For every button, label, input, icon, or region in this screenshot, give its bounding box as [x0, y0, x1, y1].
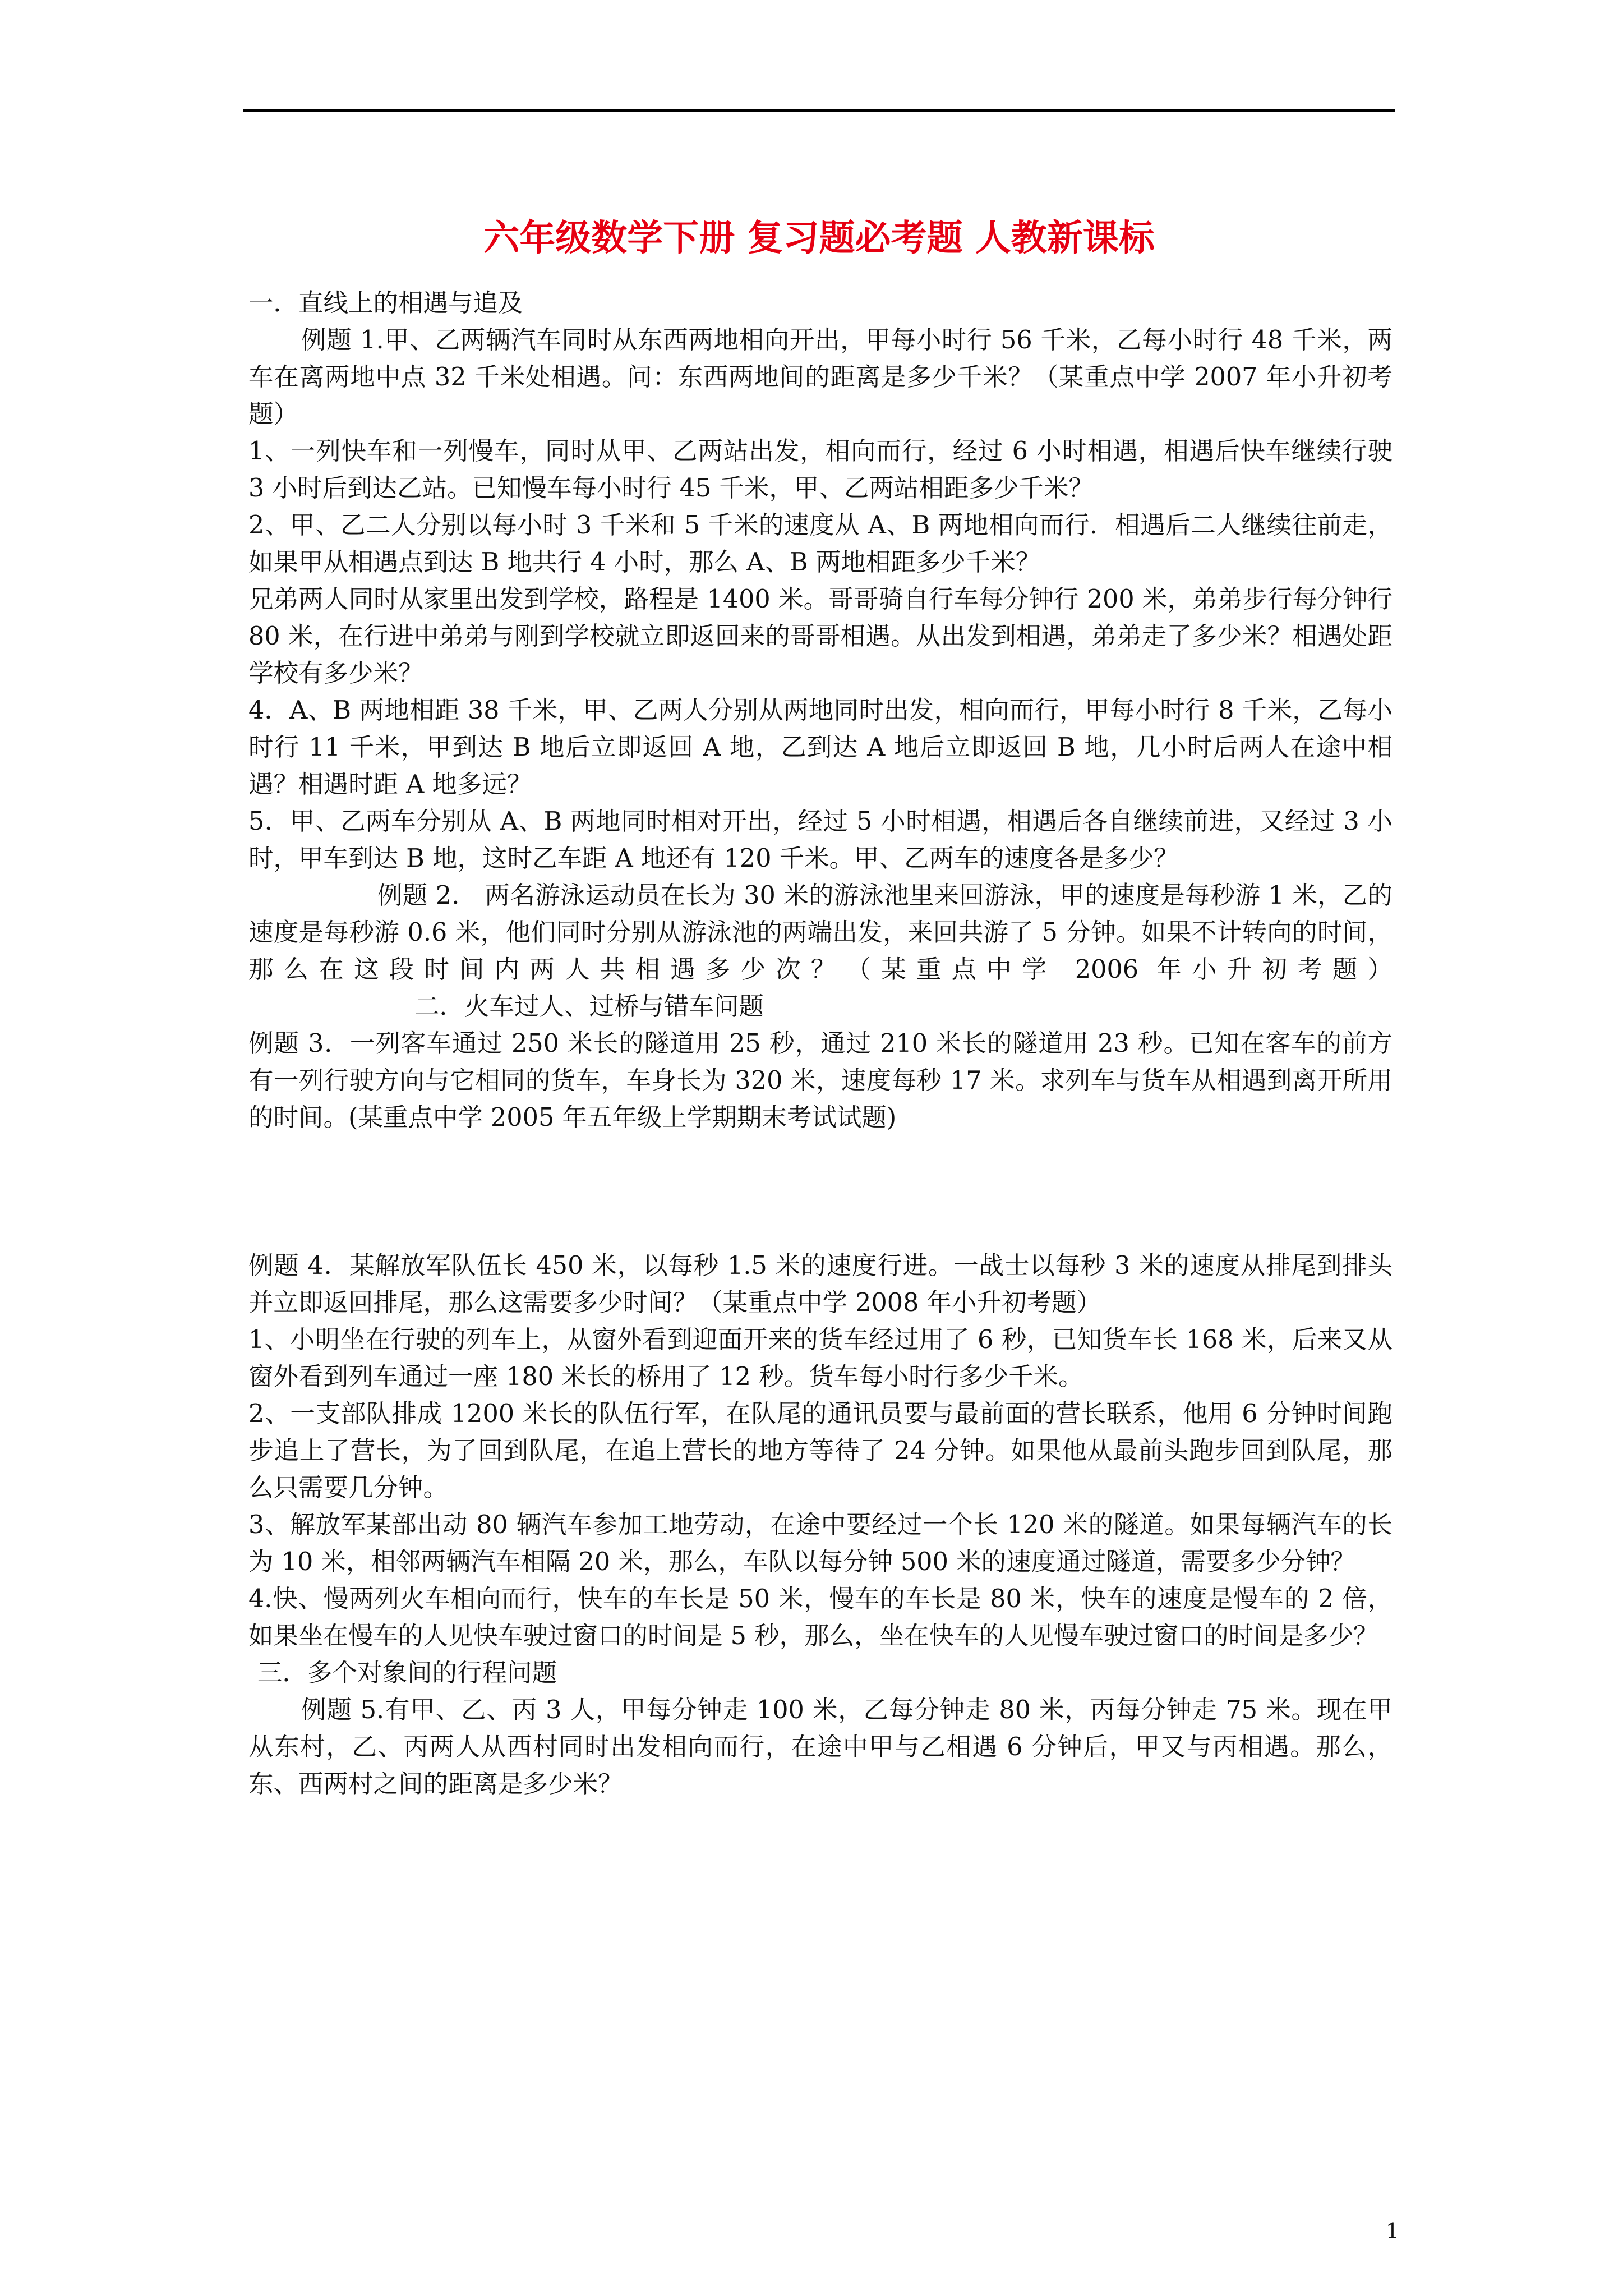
example-4: 例题 4．某解放军队伍长 450 米，以每秒 1.5 米的速度行进。一战士以每秒 3 米的速度从排尾到排头并立即返回排尾，那么这需要多少时间？（某重点中学 2008 年小升初考题）	[248, 1251, 1393, 1317]
page-number: 1	[1385, 2219, 1399, 2243]
question-1-3: 兄弟两人同时从家里出发到学校，路程是 1400 米。哥哥骑自行车每分钟行 200 米，弟弟步行每分钟行 80 米，在行进中弟弟与刚到学校就立即返回来的哥哥相遇。从出发到相遇，弟弟走了多少米？相遇处距学校有多少米？	[248, 585, 1393, 688]
example-1: 例题 1.甲、乙两辆汽车同时从东西两地相向开出，甲每小时行 56 千米，乙每小时行 48 千米，两车在离两地中点 32 千米处相遇。问：东西两地间的距离是多少千米？（某重点中学 2007 年小升初考题）	[248, 326, 1393, 429]
question-1-5: 5．甲、乙两车分别从 A、B 两地同时相对开出，经过 5 小时相遇，相遇后各自继续前进，又经过 3 小时，甲车到达 B 地，这时乙车距 A 地还有 120 千米。甲、乙两车的速度各是多少？	[248, 807, 1393, 873]
question-1-2: 2、甲、乙二人分别以每小时 3 千米和 5 千米的速度从 A、B 两地相向而行．相遇后二人继续往前走，如果甲从相遇点到达 B 地共行 4 小时，那么 A、B 两地相距多少千米？	[248, 511, 1393, 577]
question-1-1: 1、一列快车和一列慢车，同时从甲、乙两站出发，相向而行，经过 6 小时相遇，相遇后快车继续行驶 3 小时后到达乙站。已知慢车每小时行 45 千米，甲、乙两站相距多少千米？	[248, 437, 1393, 503]
example-3: 例题 3．一列客车通过 250 米长的隧道用 25 秒，通过 210 米长的隧道用 23 秒。已知在客车的前方有一列行驶方向与它相同的货车，车身长为 320 米，速度每秒 17 米。求列车与货车从相遇到离开所用的时间。(某重点中学 2005 年五年级上学期期末考试试题)	[248, 1029, 1393, 1132]
question-2-1: 1、小明坐在行驶的列车上，从窗外看到迎面开来的货车经过用了 6 秒，已知货车长 168 米，后来又从窗外看到列车通过一座 180 米长的桥用了 12 秒。货车每小时行多少千米。	[248, 1326, 1393, 1391]
section-heading-3: 三．多个对象间的行程问题	[257, 1659, 557, 1687]
example-2-text: 例题 2． 两名游泳运动员在长为 30 米的游泳池里来回游泳，甲的速度是每秒游 1 米，乙的速度是每秒游 0.6 米，他们同时分别从游泳池的两端出发，来回共游了 5 分钟。如果不计转向的时间，那么在这段时间内两人共相遇多少次？（某重点中学 2006 年小升初考题）	[248, 881, 1393, 984]
section-heading-1: 一．直线上的相遇与追及	[248, 289, 523, 318]
example-2	[248, 877, 1393, 1025]
question-2-2: 2、一支部队排成 1200 米长的队伍行军，在队尾的通讯员要与最前面的营长联系，他用 6 分钟时间跑步追上了营长，为了回到队尾，在追上营长的地方等待了 24 分钟。如果他从最前头跑步回到队尾，那么只需要几分钟。	[248, 1400, 1393, 1502]
question-2-3: 3、解放军某部出动 80 辆汽车参加工地劳动，在途中要经过一个长 120 米的隧道。如果每辆汽车的长为 10 米，相邻两辆汽车相隔 20 米，那么，车队以每分钟 500 米的速度通过隧道，需要多少分钟？	[248, 1511, 1393, 1576]
example-5: 例题 5.有甲、乙、丙 3 人，甲每分钟走 100 米，乙每分钟走 80 米，丙每分钟走 75 米。现在甲从东村，乙、丙两人从西村同时出发相向而行，在途中甲与乙相遇 6 分钟后，甲又与丙相遇。那么，东、西两村之间的距离是多少米？	[248, 1696, 1393, 1798]
header-rule	[243, 109, 1395, 112]
blank-gap	[248, 1137, 1393, 1248]
section-heading-2: 二．火车过人、过桥与错车问题	[414, 992, 764, 1021]
page-title: 六年级数学下册 复习题必考题 人教新课标	[483, 217, 1155, 259]
question-1-4: 4．A、B 两地相距 38 千米，甲、乙两人分别从两地同时出发，相向而行，甲每小时行 8 千米，乙每小时行 11 千米，甲到达 B 地后立即返回 A 地，乙到达 A 地后立即返回 B 地，几小时后两人在途中相遇？相遇时距 A 地多远？	[248, 696, 1393, 799]
document-body	[248, 285, 1393, 1803]
question-2-4: 4.快、慢两列火车相向而行，快车的车长是 50 米，慢车的车长是 80 米，快车的速度是慢车的 2 倍，如果坐在慢车的人见快车驶过窗口的时间是 5 秒，那么，坐在快车的人见慢车驶过窗口的时间是多少？	[248, 1585, 1393, 1650]
